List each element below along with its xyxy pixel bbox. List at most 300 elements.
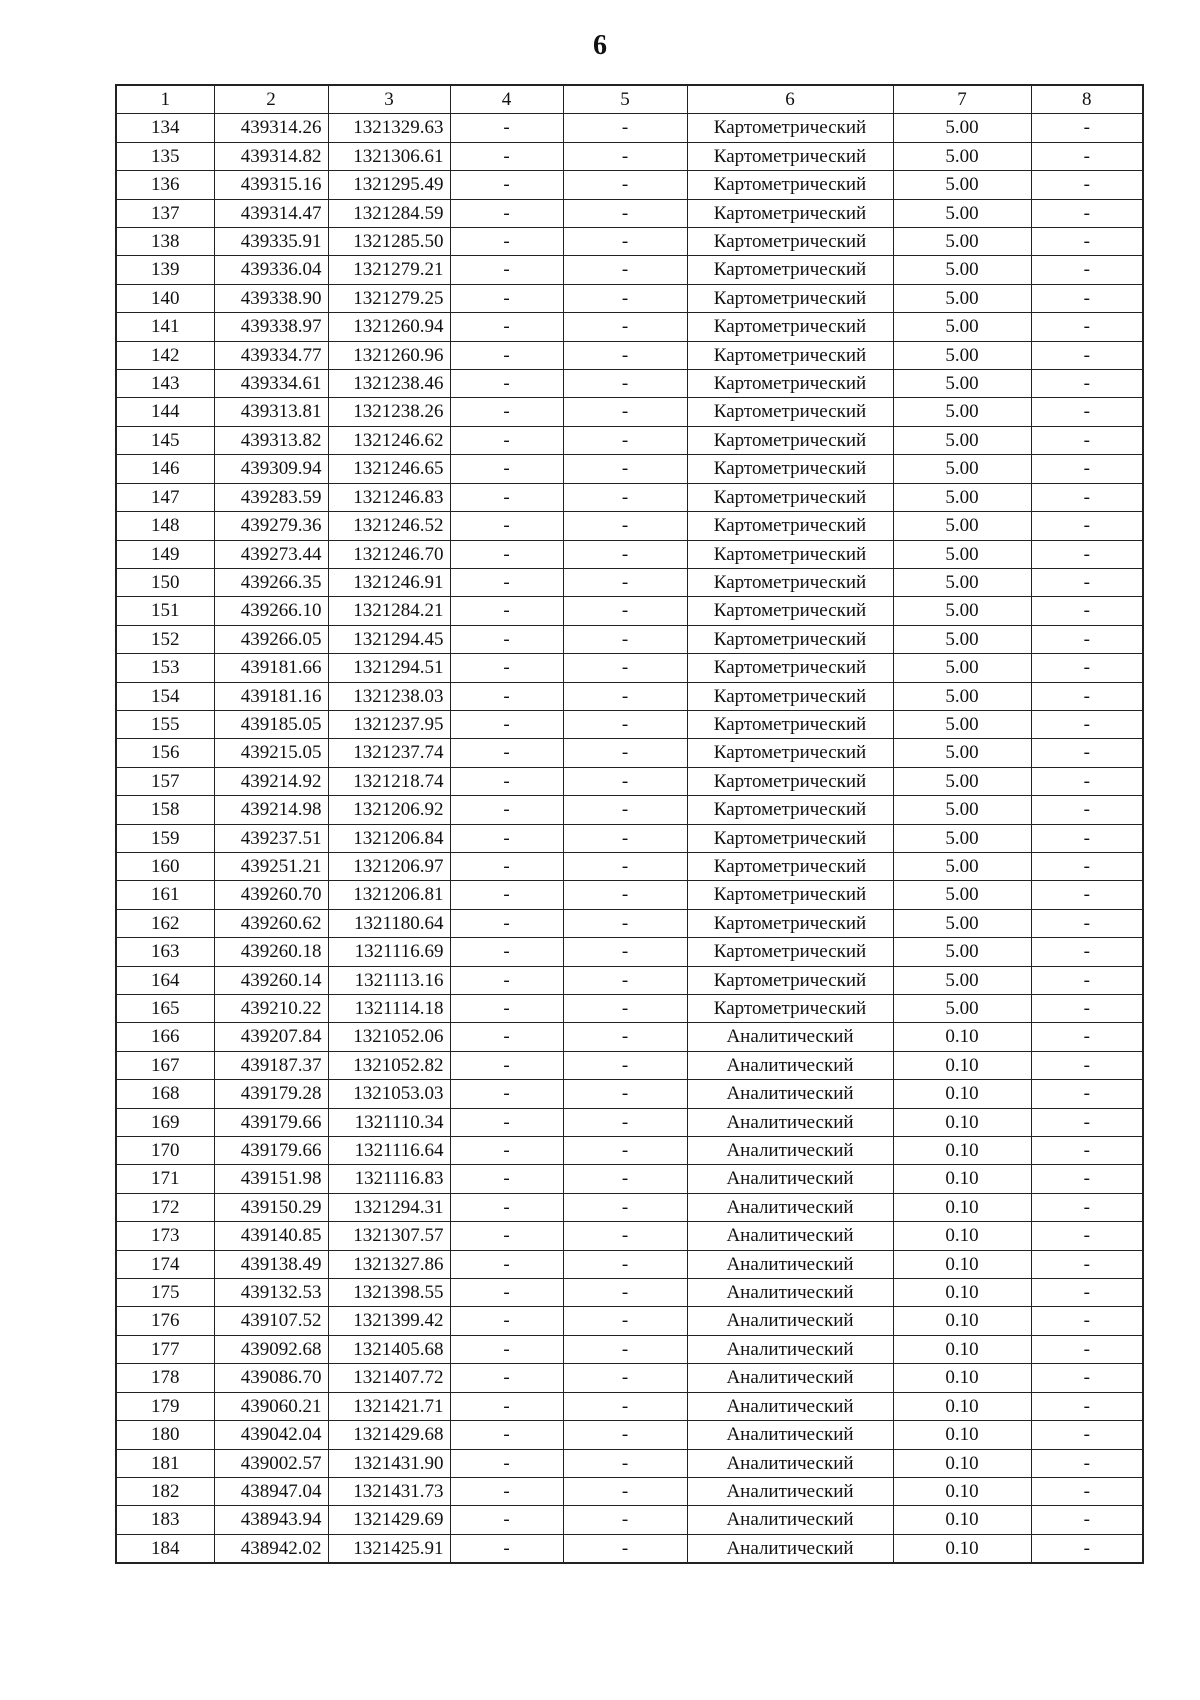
- accuracy-cell: 5.00: [893, 881, 1031, 909]
- method-cell: Аналитический: [687, 1023, 893, 1051]
- x-coordinate-cell: 439260.62: [214, 909, 328, 937]
- col8-cell: -: [1031, 966, 1143, 994]
- method-cell: Аналитический: [687, 1108, 893, 1136]
- accuracy-cell: 5.00: [893, 370, 1031, 398]
- table-row: [116, 1335, 1143, 1363]
- table-row: [116, 228, 1143, 256]
- table-row: [116, 767, 1143, 795]
- col4-cell: -: [450, 483, 563, 511]
- column-header: 1: [116, 85, 214, 114]
- method-cell: Картометрический: [687, 966, 893, 994]
- col4-cell: -: [450, 938, 563, 966]
- point-number-cell: 183: [116, 1506, 214, 1534]
- col5-cell: -: [563, 1023, 687, 1051]
- accuracy-cell: 5.00: [893, 228, 1031, 256]
- point-number-cell: 148: [116, 512, 214, 540]
- table-row: [116, 739, 1143, 767]
- x-coordinate-cell: 439151.98: [214, 1165, 328, 1193]
- col4-cell: -: [450, 710, 563, 738]
- col8-cell: -: [1031, 1534, 1143, 1563]
- col8-cell: -: [1031, 625, 1143, 653]
- col8-cell: -: [1031, 1080, 1143, 1108]
- method-cell: Аналитический: [687, 1449, 893, 1477]
- point-number-cell: 140: [116, 284, 214, 312]
- x-coordinate-cell: 439187.37: [214, 1051, 328, 1079]
- point-number-cell: 171: [116, 1165, 214, 1193]
- col8-cell: -: [1031, 284, 1143, 312]
- y-coordinate-cell: 1321284.21: [328, 597, 450, 625]
- col4-cell: -: [450, 1250, 563, 1278]
- x-coordinate-cell: 439335.91: [214, 228, 328, 256]
- y-coordinate-cell: 1321431.73: [328, 1477, 450, 1505]
- x-coordinate-cell: 439185.05: [214, 710, 328, 738]
- point-number-cell: 164: [116, 966, 214, 994]
- x-coordinate-cell: 439042.04: [214, 1421, 328, 1449]
- col8-cell: -: [1031, 341, 1143, 369]
- table-row: [116, 1137, 1143, 1165]
- x-coordinate-cell: 439279.36: [214, 512, 328, 540]
- col4-cell: -: [450, 597, 563, 625]
- y-coordinate-cell: 1321246.70: [328, 540, 450, 568]
- col5-cell: -: [563, 852, 687, 880]
- col8-cell: -: [1031, 1137, 1143, 1165]
- col5-cell: -: [563, 1165, 687, 1193]
- x-coordinate-cell: 439179.66: [214, 1137, 328, 1165]
- col5-cell: -: [563, 114, 687, 142]
- col8-cell: -: [1031, 199, 1143, 227]
- table-row: [116, 824, 1143, 852]
- col8-cell: -: [1031, 114, 1143, 142]
- method-cell: Картометрический: [687, 625, 893, 653]
- col8-cell: -: [1031, 256, 1143, 284]
- point-number-cell: 173: [116, 1222, 214, 1250]
- x-coordinate-cell: 439314.82: [214, 142, 328, 170]
- col5-cell: -: [563, 966, 687, 994]
- col4-cell: -: [450, 824, 563, 852]
- accuracy-cell: 0.10: [893, 1250, 1031, 1278]
- col5-cell: -: [563, 455, 687, 483]
- col8-cell: -: [1031, 1165, 1143, 1193]
- x-coordinate-cell: 439140.85: [214, 1222, 328, 1250]
- col5-cell: -: [563, 199, 687, 227]
- accuracy-cell: 0.10: [893, 1506, 1031, 1534]
- col8-cell: -: [1031, 171, 1143, 199]
- col5-cell: -: [563, 1506, 687, 1534]
- y-coordinate-cell: 1321206.81: [328, 881, 450, 909]
- col8-cell: -: [1031, 1250, 1143, 1278]
- table-row: [116, 284, 1143, 312]
- accuracy-cell: 0.10: [893, 1449, 1031, 1477]
- col4-cell: -: [450, 1165, 563, 1193]
- col4-cell: -: [450, 881, 563, 909]
- col4-cell: -: [450, 625, 563, 653]
- y-coordinate-cell: 1321237.95: [328, 710, 450, 738]
- x-coordinate-cell: 439002.57: [214, 1449, 328, 1477]
- y-coordinate-cell: 1321399.42: [328, 1307, 450, 1335]
- y-coordinate-cell: 1321284.59: [328, 199, 450, 227]
- col5-cell: -: [563, 881, 687, 909]
- y-coordinate-cell: 1321429.69: [328, 1506, 450, 1534]
- col4-cell: -: [450, 654, 563, 682]
- col4-cell: -: [450, 796, 563, 824]
- col5-cell: -: [563, 341, 687, 369]
- col5-cell: -: [563, 426, 687, 454]
- col5-cell: -: [563, 1051, 687, 1079]
- table-row: [116, 909, 1143, 937]
- col5-cell: -: [563, 1534, 687, 1563]
- accuracy-cell: 5.00: [893, 512, 1031, 540]
- accuracy-cell: 0.10: [893, 1279, 1031, 1307]
- col5-cell: -: [563, 568, 687, 596]
- method-cell: Картометрический: [687, 597, 893, 625]
- x-coordinate-cell: 439260.14: [214, 966, 328, 994]
- x-coordinate-cell: 439273.44: [214, 540, 328, 568]
- accuracy-cell: 0.10: [893, 1165, 1031, 1193]
- y-coordinate-cell: 1321218.74: [328, 767, 450, 795]
- accuracy-cell: 5.00: [893, 171, 1031, 199]
- col8-cell: -: [1031, 796, 1143, 824]
- col8-cell: -: [1031, 881, 1143, 909]
- col8-cell: -: [1031, 1364, 1143, 1392]
- col8-cell: -: [1031, 682, 1143, 710]
- method-cell: Картометрический: [687, 568, 893, 596]
- point-number-cell: 145: [116, 426, 214, 454]
- x-coordinate-cell: 439210.22: [214, 995, 328, 1023]
- x-coordinate-cell: 439283.59: [214, 483, 328, 511]
- table-row: [116, 1080, 1143, 1108]
- accuracy-cell: 0.10: [893, 1421, 1031, 1449]
- y-coordinate-cell: 1321329.63: [328, 114, 450, 142]
- point-number-cell: 141: [116, 313, 214, 341]
- point-number-cell: 174: [116, 1250, 214, 1278]
- method-cell: Аналитический: [687, 1137, 893, 1165]
- method-cell: Аналитический: [687, 1165, 893, 1193]
- col8-cell: -: [1031, 1506, 1143, 1534]
- col5-cell: -: [563, 995, 687, 1023]
- accuracy-cell: 5.00: [893, 597, 1031, 625]
- y-coordinate-cell: 1321425.91: [328, 1534, 450, 1563]
- point-number-cell: 138: [116, 228, 214, 256]
- point-number-cell: 166: [116, 1023, 214, 1051]
- y-coordinate-cell: 1321052.06: [328, 1023, 450, 1051]
- col8-cell: -: [1031, 1307, 1143, 1335]
- table-row: [116, 654, 1143, 682]
- col8-cell: -: [1031, 909, 1143, 937]
- point-number-cell: 172: [116, 1193, 214, 1221]
- col8-cell: -: [1031, 938, 1143, 966]
- table-row: [116, 512, 1143, 540]
- method-cell: Картометрический: [687, 142, 893, 170]
- table-row: [116, 1051, 1143, 1079]
- col4-cell: -: [450, 540, 563, 568]
- accuracy-cell: 5.00: [893, 540, 1031, 568]
- method-cell: Картометрический: [687, 881, 893, 909]
- method-cell: Аналитический: [687, 1080, 893, 1108]
- method-cell: Картометрический: [687, 909, 893, 937]
- x-coordinate-cell: 439266.10: [214, 597, 328, 625]
- table-row: [116, 1364, 1143, 1392]
- y-coordinate-cell: 1321237.74: [328, 739, 450, 767]
- accuracy-cell: 5.00: [893, 938, 1031, 966]
- y-coordinate-cell: 1321327.86: [328, 1250, 450, 1278]
- accuracy-cell: 0.10: [893, 1477, 1031, 1505]
- col8-cell: -: [1031, 1449, 1143, 1477]
- col4-cell: -: [450, 1051, 563, 1079]
- accuracy-cell: 5.00: [893, 739, 1031, 767]
- col4-cell: -: [450, 1421, 563, 1449]
- table-row: [116, 1165, 1143, 1193]
- col5-cell: -: [563, 1080, 687, 1108]
- method-cell: Аналитический: [687, 1193, 893, 1221]
- point-number-cell: 180: [116, 1421, 214, 1449]
- point-number-cell: 150: [116, 568, 214, 596]
- col4-cell: -: [450, 398, 563, 426]
- col4-cell: -: [450, 199, 563, 227]
- method-cell: Аналитический: [687, 1051, 893, 1079]
- point-number-cell: 176: [116, 1307, 214, 1335]
- col4-cell: -: [450, 1279, 563, 1307]
- col4-cell: -: [450, 1080, 563, 1108]
- y-coordinate-cell: 1321295.49: [328, 171, 450, 199]
- col5-cell: -: [563, 1307, 687, 1335]
- table-row: [116, 597, 1143, 625]
- y-coordinate-cell: 1321052.82: [328, 1051, 450, 1079]
- col5-cell: -: [563, 1477, 687, 1505]
- col5-cell: -: [563, 597, 687, 625]
- col4-cell: -: [450, 142, 563, 170]
- col8-cell: -: [1031, 370, 1143, 398]
- method-cell: Картометрический: [687, 455, 893, 483]
- x-coordinate-cell: 439260.70: [214, 881, 328, 909]
- method-cell: Аналитический: [687, 1477, 893, 1505]
- point-number-cell: 177: [116, 1335, 214, 1363]
- method-cell: Аналитический: [687, 1250, 893, 1278]
- col4-cell: -: [450, 1506, 563, 1534]
- col5-cell: -: [563, 938, 687, 966]
- method-cell: Картометрический: [687, 995, 893, 1023]
- col8-cell: -: [1031, 228, 1143, 256]
- col5-cell: -: [563, 739, 687, 767]
- point-number-cell: 153: [116, 654, 214, 682]
- accuracy-cell: 5.00: [893, 710, 1031, 738]
- table-row: [116, 256, 1143, 284]
- accuracy-cell: 0.10: [893, 1222, 1031, 1250]
- method-cell: Картометрический: [687, 512, 893, 540]
- method-cell: Картометрический: [687, 171, 893, 199]
- accuracy-cell: 0.10: [893, 1080, 1031, 1108]
- col4-cell: -: [450, 228, 563, 256]
- col5-cell: -: [563, 1108, 687, 1136]
- x-coordinate-cell: 439086.70: [214, 1364, 328, 1392]
- col4-cell: -: [450, 284, 563, 312]
- method-cell: Аналитический: [687, 1364, 893, 1392]
- table-row: [116, 171, 1143, 199]
- y-coordinate-cell: 1321260.96: [328, 341, 450, 369]
- col4-cell: -: [450, 370, 563, 398]
- col8-cell: -: [1031, 568, 1143, 596]
- col5-cell: -: [563, 228, 687, 256]
- x-coordinate-cell: 439138.49: [214, 1250, 328, 1278]
- table-row: [116, 1250, 1143, 1278]
- col8-cell: -: [1031, 313, 1143, 341]
- col4-cell: -: [450, 767, 563, 795]
- point-number-cell: 163: [116, 938, 214, 966]
- col8-cell: -: [1031, 512, 1143, 540]
- accuracy-cell: 5.00: [893, 142, 1031, 170]
- point-number-cell: 157: [116, 767, 214, 795]
- col4-cell: -: [450, 1023, 563, 1051]
- page-number: 6: [593, 30, 607, 61]
- method-cell: Аналитический: [687, 1279, 893, 1307]
- accuracy-cell: 5.00: [893, 654, 1031, 682]
- method-cell: Картометрический: [687, 852, 893, 880]
- x-coordinate-cell: 439334.77: [214, 341, 328, 369]
- method-cell: Аналитический: [687, 1421, 893, 1449]
- col8-cell: -: [1031, 597, 1143, 625]
- column-header: 3: [328, 85, 450, 114]
- method-cell: Картометрический: [687, 370, 893, 398]
- method-cell: Картометрический: [687, 682, 893, 710]
- col8-cell: -: [1031, 540, 1143, 568]
- method-cell: Картометрический: [687, 228, 893, 256]
- col8-cell: -: [1031, 142, 1143, 170]
- y-coordinate-cell: 1321116.83: [328, 1165, 450, 1193]
- accuracy-cell: 5.00: [893, 625, 1031, 653]
- table-row: [116, 995, 1143, 1023]
- table-row: [116, 710, 1143, 738]
- col8-cell: -: [1031, 1051, 1143, 1079]
- x-coordinate-cell: 439179.28: [214, 1080, 328, 1108]
- col5-cell: -: [563, 142, 687, 170]
- table-row: [116, 313, 1143, 341]
- col4-cell: -: [450, 1392, 563, 1420]
- method-cell: Картометрический: [687, 654, 893, 682]
- point-number-cell: 155: [116, 710, 214, 738]
- accuracy-cell: 0.10: [893, 1392, 1031, 1420]
- table-row: [116, 114, 1143, 142]
- point-number-cell: 170: [116, 1137, 214, 1165]
- y-coordinate-cell: 1321398.55: [328, 1279, 450, 1307]
- point-number-cell: 137: [116, 199, 214, 227]
- point-number-cell: 156: [116, 739, 214, 767]
- x-coordinate-cell: 439207.84: [214, 1023, 328, 1051]
- y-coordinate-cell: 1321294.31: [328, 1193, 450, 1221]
- method-cell: Картометрический: [687, 256, 893, 284]
- method-cell: Картометрический: [687, 199, 893, 227]
- table-row: [116, 540, 1143, 568]
- col5-cell: -: [563, 1137, 687, 1165]
- col5-cell: -: [563, 1392, 687, 1420]
- x-coordinate-cell: 439179.66: [214, 1108, 328, 1136]
- point-number-cell: 175: [116, 1279, 214, 1307]
- point-number-cell: 184: [116, 1534, 214, 1563]
- x-coordinate-cell: 439092.68: [214, 1335, 328, 1363]
- col5-cell: -: [563, 1421, 687, 1449]
- accuracy-cell: 5.00: [893, 824, 1031, 852]
- x-coordinate-cell: 439309.94: [214, 455, 328, 483]
- col5-cell: -: [563, 625, 687, 653]
- table-row: [116, 1193, 1143, 1221]
- col5-cell: -: [563, 256, 687, 284]
- col8-cell: -: [1031, 426, 1143, 454]
- y-coordinate-cell: 1321260.94: [328, 313, 450, 341]
- point-number-cell: 168: [116, 1080, 214, 1108]
- col5-cell: -: [563, 1279, 687, 1307]
- col5-cell: -: [563, 313, 687, 341]
- col8-cell: -: [1031, 1193, 1143, 1221]
- method-cell: Аналитический: [687, 1307, 893, 1335]
- method-cell: Картометрический: [687, 341, 893, 369]
- x-coordinate-cell: 439338.90: [214, 284, 328, 312]
- table-row: [116, 483, 1143, 511]
- col5-cell: -: [563, 370, 687, 398]
- method-cell: Картометрический: [687, 796, 893, 824]
- table-row: [116, 682, 1143, 710]
- col5-cell: -: [563, 767, 687, 795]
- col4-cell: -: [450, 256, 563, 284]
- accuracy-cell: 5.00: [893, 284, 1031, 312]
- col8-cell: -: [1031, 1023, 1143, 1051]
- y-coordinate-cell: 1321431.90: [328, 1449, 450, 1477]
- y-coordinate-cell: 1321306.61: [328, 142, 450, 170]
- point-number-cell: 134: [116, 114, 214, 142]
- accuracy-cell: 5.00: [893, 341, 1031, 369]
- col5-cell: -: [563, 483, 687, 511]
- col4-cell: -: [450, 341, 563, 369]
- col8-cell: -: [1031, 995, 1143, 1023]
- table-row: [116, 398, 1143, 426]
- col5-cell: -: [563, 824, 687, 852]
- method-cell: Картометрический: [687, 938, 893, 966]
- col8-cell: -: [1031, 1335, 1143, 1363]
- accuracy-cell: 5.00: [893, 426, 1031, 454]
- accuracy-cell: 5.00: [893, 767, 1031, 795]
- accuracy-cell: 0.10: [893, 1023, 1031, 1051]
- accuracy-cell: 5.00: [893, 966, 1031, 994]
- x-coordinate-cell: 438947.04: [214, 1477, 328, 1505]
- x-coordinate-cell: 439181.66: [214, 654, 328, 682]
- point-number-cell: 158: [116, 796, 214, 824]
- point-number-cell: 162: [116, 909, 214, 937]
- table-row: [116, 341, 1143, 369]
- point-number-cell: 159: [116, 824, 214, 852]
- accuracy-cell: 0.10: [893, 1364, 1031, 1392]
- column-header: 6: [687, 85, 893, 114]
- accuracy-cell: 0.10: [893, 1307, 1031, 1335]
- point-number-cell: 142: [116, 341, 214, 369]
- col4-cell: -: [450, 1449, 563, 1477]
- col5-cell: -: [563, 1449, 687, 1477]
- y-coordinate-cell: 1321113.16: [328, 966, 450, 994]
- x-coordinate-cell: 439266.35: [214, 568, 328, 596]
- y-coordinate-cell: 1321246.83: [328, 483, 450, 511]
- table-row: [116, 938, 1143, 966]
- column-header: 5: [563, 85, 687, 114]
- y-coordinate-cell: 1321246.91: [328, 568, 450, 596]
- point-number-cell: 154: [116, 682, 214, 710]
- point-number-cell: 152: [116, 625, 214, 653]
- y-coordinate-cell: 1321206.92: [328, 796, 450, 824]
- col4-cell: -: [450, 455, 563, 483]
- x-coordinate-cell: 439181.16: [214, 682, 328, 710]
- col4-cell: -: [450, 313, 563, 341]
- column-header: 2: [214, 85, 328, 114]
- col5-cell: -: [563, 284, 687, 312]
- x-coordinate-cell: 439314.47: [214, 199, 328, 227]
- accuracy-cell: 5.00: [893, 682, 1031, 710]
- y-coordinate-cell: 1321053.03: [328, 1080, 450, 1108]
- table-row: [116, 1421, 1143, 1449]
